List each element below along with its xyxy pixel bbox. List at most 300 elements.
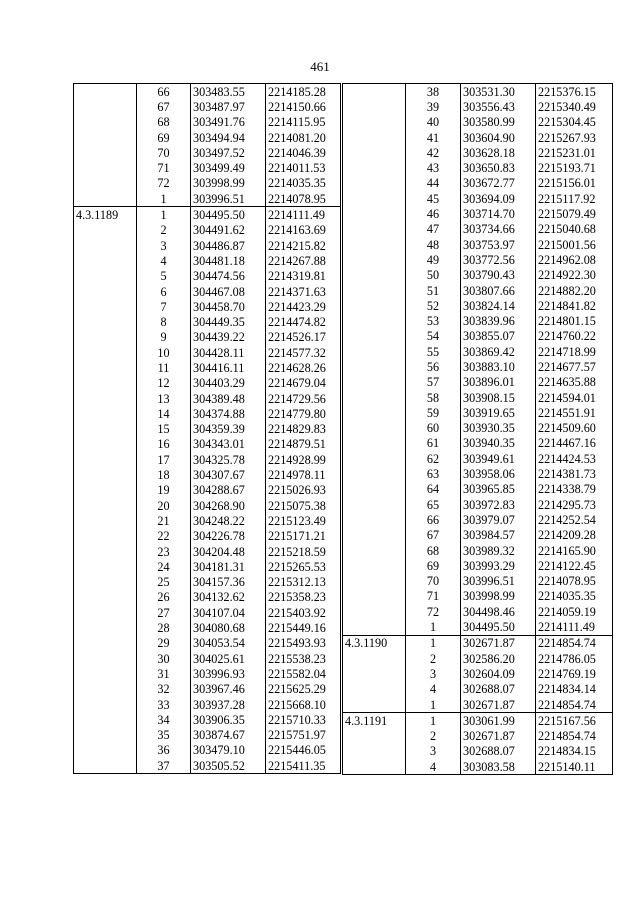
parcel-id-cell <box>343 222 406 237</box>
y-coordinate-cell: 2215312.13 <box>266 575 341 590</box>
y-coordinate-cell: 2215625.29 <box>266 682 341 697</box>
y-coordinate-cell: 2214252.54 <box>536 512 613 527</box>
y-coordinate-cell: 2215075.38 <box>266 498 341 513</box>
x-coordinate-cell: 302688.07 <box>461 744 536 759</box>
point-number-cell: 11 <box>137 360 191 375</box>
x-coordinate-cell: 304495.50 <box>191 207 266 223</box>
x-coordinate-cell: 303604.90 <box>461 130 536 145</box>
point-number-cell: 60 <box>406 421 461 436</box>
y-coordinate-cell: 2214854.74 <box>536 635 613 651</box>
x-coordinate-cell: 303979.07 <box>461 512 536 527</box>
parcel-id-cell <box>74 345 137 360</box>
x-coordinate-cell: 303772.56 <box>461 252 536 267</box>
table-row <box>343 390 613 405</box>
x-coordinate-cell: 303061.99 <box>461 713 536 729</box>
parcel-id-cell <box>343 451 406 466</box>
table-row <box>343 375 613 390</box>
parcel-id-cell <box>343 283 406 298</box>
point-number-cell: 2 <box>406 651 461 666</box>
parcel-id-cell <box>74 238 137 253</box>
y-coordinate-cell: 2214978.11 <box>266 467 341 482</box>
y-coordinate-cell: 2214295.73 <box>536 497 613 512</box>
table-row <box>343 130 613 145</box>
x-coordinate-cell: 303694.09 <box>461 191 536 206</box>
table-row <box>74 666 341 681</box>
x-coordinate-cell: 304458.70 <box>191 299 266 314</box>
x-coordinate-cell: 303839.96 <box>461 313 536 328</box>
point-number-cell: 35 <box>137 727 191 742</box>
parcel-id-cell <box>343 390 406 405</box>
y-coordinate-cell: 2215040.68 <box>536 222 613 237</box>
x-coordinate-cell: 304132.62 <box>191 590 266 605</box>
x-coordinate-cell: 304374.88 <box>191 406 266 421</box>
point-number-cell: 15 <box>137 422 191 437</box>
y-coordinate-cell: 2214163.69 <box>266 223 341 238</box>
y-coordinate-cell: 2214011.53 <box>266 160 341 175</box>
table-row <box>74 360 341 375</box>
point-number-cell: 46 <box>406 206 461 221</box>
table-row <box>74 697 341 712</box>
y-coordinate-cell: 2214718.99 <box>536 344 613 359</box>
y-coordinate-cell: 2214829.83 <box>266 422 341 437</box>
parcel-id-cell <box>343 728 406 743</box>
parcel-id-cell <box>74 467 137 482</box>
table-row <box>343 359 613 374</box>
point-number-cell: 29 <box>137 636 191 651</box>
point-number-cell: 34 <box>137 712 191 727</box>
point-number-cell: 40 <box>406 115 461 130</box>
table-row <box>343 344 613 359</box>
y-coordinate-cell: 2214111.49 <box>536 619 613 635</box>
parcel-id-cell <box>74 376 137 391</box>
parcel-id-cell <box>343 421 406 436</box>
point-number-cell: 47 <box>406 222 461 237</box>
table-row <box>343 744 613 759</box>
parcel-id-cell <box>74 544 137 559</box>
x-coordinate-cell: 302671.87 <box>461 635 536 651</box>
x-coordinate-cell: 304403.29 <box>191 376 266 391</box>
table-row <box>343 759 613 775</box>
y-coordinate-cell: 2214078.95 <box>266 191 341 207</box>
x-coordinate-cell: 304053.54 <box>191 636 266 651</box>
x-coordinate-cell: 304307.67 <box>191 467 266 482</box>
point-number-cell: 33 <box>137 697 191 712</box>
parcel-id-cell <box>74 498 137 513</box>
point-number-cell: 30 <box>137 651 191 666</box>
point-number-cell: 3 <box>406 666 461 681</box>
table-row <box>74 620 341 635</box>
table-row <box>343 682 613 697</box>
x-coordinate-cell: 302671.87 <box>461 697 536 713</box>
x-coordinate-cell: 304389.48 <box>191 391 266 406</box>
x-coordinate-cell: 303949.61 <box>461 451 536 466</box>
y-coordinate-cell: 2215710.33 <box>266 712 341 727</box>
coordinates-table-right-body <box>343 84 613 775</box>
point-number-cell: 67 <box>406 528 461 543</box>
x-coordinate-cell: 303996.51 <box>191 191 266 207</box>
table-row <box>74 727 341 742</box>
parcel-id-cell <box>343 206 406 221</box>
y-coordinate-cell: 2215493.93 <box>266 636 341 651</box>
table-row <box>74 130 341 145</box>
point-number-cell: 45 <box>406 191 461 206</box>
point-number-cell: 48 <box>406 237 461 252</box>
point-number-cell: 4 <box>406 682 461 697</box>
parcel-id-cell <box>343 191 406 206</box>
table-row <box>343 713 613 729</box>
point-number-cell: 24 <box>137 559 191 574</box>
parcel-id-cell <box>74 529 137 544</box>
table-row <box>74 452 341 467</box>
table-row <box>74 191 341 207</box>
point-number-cell: 16 <box>137 437 191 452</box>
parcel-id-cell <box>343 130 406 145</box>
parcel-id-cell <box>74 269 137 284</box>
point-number-cell: 4 <box>406 759 461 775</box>
point-number-cell: 1 <box>406 635 461 651</box>
parcel-id-cell <box>74 253 137 268</box>
y-coordinate-cell: 2215001.56 <box>536 237 613 252</box>
y-coordinate-cell: 2214526.17 <box>266 330 341 345</box>
table-row <box>343 298 613 313</box>
point-number-cell: 64 <box>406 482 461 497</box>
x-coordinate-cell: 303940.35 <box>461 436 536 451</box>
x-coordinate-cell: 303874.67 <box>191 727 266 742</box>
point-number-cell: 1 <box>137 207 191 223</box>
y-coordinate-cell: 2214841.82 <box>536 298 613 313</box>
x-coordinate-cell: 304343.01 <box>191 437 266 452</box>
point-number-cell: 67 <box>137 99 191 114</box>
y-coordinate-cell: 2214267.88 <box>266 253 341 268</box>
point-number-cell: 39 <box>406 99 461 114</box>
table-row <box>343 99 613 114</box>
table-row <box>343 482 613 497</box>
parcel-id-cell <box>343 604 406 619</box>
point-number-cell: 31 <box>137 666 191 681</box>
y-coordinate-cell: 2214594.01 <box>536 390 613 405</box>
y-coordinate-cell: 2215265.53 <box>266 559 341 574</box>
y-coordinate-cell: 2214474.82 <box>266 314 341 329</box>
parcel-id-cell <box>343 237 406 252</box>
point-number-cell: 55 <box>406 344 461 359</box>
point-number-cell: 4 <box>137 253 191 268</box>
x-coordinate-cell: 303930.35 <box>461 421 536 436</box>
table-row <box>74 284 341 299</box>
table-row <box>74 84 341 100</box>
point-number-cell: 62 <box>406 451 461 466</box>
table-row <box>74 651 341 666</box>
table-row <box>74 544 341 559</box>
parcel-id-cell <box>74 575 137 590</box>
y-coordinate-cell: 2215123.49 <box>266 513 341 528</box>
parcel-id-cell <box>343 558 406 573</box>
x-coordinate-cell: 303996.93 <box>191 666 266 681</box>
point-number-cell: 3 <box>406 744 461 759</box>
y-coordinate-cell: 2215218.59 <box>266 544 341 559</box>
table-row <box>343 206 613 221</box>
x-coordinate-cell: 303479.10 <box>191 743 266 758</box>
x-coordinate-cell: 304491.62 <box>191 223 266 238</box>
point-number-cell: 14 <box>137 406 191 421</box>
parcel-id-cell <box>343 176 406 191</box>
table-row <box>74 559 341 574</box>
x-coordinate-cell: 302671.87 <box>461 728 536 743</box>
table-row <box>74 483 341 498</box>
y-coordinate-cell: 2214338.79 <box>536 482 613 497</box>
parcel-id-cell <box>343 359 406 374</box>
x-coordinate-cell: 303083.58 <box>461 759 536 775</box>
parcel-id-cell <box>74 437 137 452</box>
y-coordinate-cell: 2215304.45 <box>536 115 613 130</box>
table-row <box>74 223 341 238</box>
y-coordinate-cell: 2214879.51 <box>266 437 341 452</box>
table-row <box>74 467 341 482</box>
table-row <box>74 437 341 452</box>
parcel-id-cell <box>74 483 137 498</box>
point-number-cell: 44 <box>406 176 461 191</box>
table-row <box>74 758 341 774</box>
point-number-cell: 57 <box>406 375 461 390</box>
y-coordinate-cell: 2214628.26 <box>266 360 341 375</box>
point-number-cell: 43 <box>406 160 461 175</box>
parcel-id-cell <box>74 176 137 191</box>
y-coordinate-cell: 2214165.90 <box>536 543 613 558</box>
table-row <box>74 712 341 727</box>
parcel-id-cell: 4.3.1191 <box>343 713 406 729</box>
table-row <box>343 176 613 191</box>
table-row <box>343 728 613 743</box>
x-coordinate-cell: 303972.83 <box>461 497 536 512</box>
parcel-id-cell <box>74 452 137 467</box>
x-coordinate-cell: 304474.56 <box>191 269 266 284</box>
table-row <box>74 636 341 651</box>
table-row <box>74 176 341 191</box>
x-coordinate-cell: 304204.48 <box>191 544 266 559</box>
y-coordinate-cell: 2215403.92 <box>266 605 341 620</box>
y-coordinate-cell: 2214922.30 <box>536 268 613 283</box>
x-coordinate-cell: 303494.94 <box>191 130 266 145</box>
parcel-id-cell <box>343 436 406 451</box>
table-row <box>74 238 341 253</box>
point-number-cell: 17 <box>137 452 191 467</box>
point-number-cell: 2 <box>406 728 461 743</box>
parcel-id-cell <box>74 651 137 666</box>
table-row <box>74 682 341 697</box>
y-coordinate-cell: 2214729.56 <box>266 391 341 406</box>
parcel-id-cell <box>74 636 137 651</box>
x-coordinate-cell: 303908.15 <box>461 390 536 405</box>
y-coordinate-cell: 2214854.74 <box>536 697 613 713</box>
parcel-id-cell <box>343 682 406 697</box>
x-coordinate-cell: 303906.35 <box>191 712 266 727</box>
table-row <box>74 406 341 421</box>
table-row <box>343 651 613 666</box>
x-coordinate-cell: 304481.18 <box>191 253 266 268</box>
point-number-cell: 70 <box>406 574 461 589</box>
y-coordinate-cell: 2214635.88 <box>536 375 613 390</box>
point-number-cell: 69 <box>406 558 461 573</box>
x-coordinate-cell: 302604.09 <box>461 666 536 681</box>
parcel-id-cell <box>343 497 406 512</box>
parcel-id-cell <box>74 223 137 238</box>
x-coordinate-cell: 303497.52 <box>191 145 266 160</box>
table-row <box>343 421 613 436</box>
y-coordinate-cell: 2214786.05 <box>536 651 613 666</box>
x-coordinate-cell: 304416.11 <box>191 360 266 375</box>
table-row <box>343 604 613 619</box>
y-coordinate-cell: 2215668.10 <box>266 697 341 712</box>
parcel-id-cell <box>74 360 137 375</box>
parcel-id-cell <box>74 130 137 145</box>
coordinates-table-right <box>342 83 613 775</box>
y-coordinate-cell: 2214150.66 <box>266 99 341 114</box>
x-coordinate-cell: 304359.39 <box>191 422 266 437</box>
parcel-id-cell <box>74 284 137 299</box>
point-number-cell: 71 <box>406 589 461 604</box>
table-row <box>343 635 613 651</box>
point-number-cell: 21 <box>137 513 191 528</box>
y-coordinate-cell: 2214371.63 <box>266 284 341 299</box>
point-number-cell: 8 <box>137 314 191 329</box>
parcel-id-cell <box>343 115 406 130</box>
y-coordinate-cell: 2214111.49 <box>266 207 341 223</box>
point-number-cell: 1 <box>406 619 461 635</box>
table-row <box>74 299 341 314</box>
y-coordinate-cell: 2214081.20 <box>266 130 341 145</box>
x-coordinate-cell: 303499.49 <box>191 160 266 175</box>
page-number: 461 <box>310 59 330 74</box>
x-coordinate-cell: 304495.50 <box>461 619 536 635</box>
parcel-id-cell <box>74 145 137 160</box>
table-row <box>74 529 341 544</box>
table-row <box>343 145 613 160</box>
y-coordinate-cell: 2214185.28 <box>266 84 341 100</box>
parcel-id-cell <box>74 605 137 620</box>
point-number-cell: 52 <box>406 298 461 313</box>
y-coordinate-cell: 2215156.01 <box>536 176 613 191</box>
table-row <box>74 513 341 528</box>
x-coordinate-cell: 303958.06 <box>461 466 536 481</box>
y-coordinate-cell: 2214679.04 <box>266 376 341 391</box>
y-coordinate-cell: 2214381.73 <box>536 466 613 481</box>
x-coordinate-cell: 304467.08 <box>191 284 266 299</box>
x-coordinate-cell: 303883.10 <box>461 359 536 374</box>
x-coordinate-cell: 303824.14 <box>461 298 536 313</box>
y-coordinate-cell: 2215140.11 <box>536 759 613 775</box>
table-row <box>343 160 613 175</box>
parcel-id-cell <box>74 99 137 114</box>
parcel-id-cell <box>74 391 137 406</box>
x-coordinate-cell: 303790.43 <box>461 268 536 283</box>
table-row <box>74 99 341 114</box>
point-number-cell: 65 <box>406 497 461 512</box>
x-coordinate-cell: 303650.83 <box>461 160 536 175</box>
y-coordinate-cell: 2214854.74 <box>536 728 613 743</box>
x-coordinate-cell: 303714.70 <box>461 206 536 221</box>
x-coordinate-cell: 304325.78 <box>191 452 266 467</box>
y-coordinate-cell: 2214046.39 <box>266 145 341 160</box>
y-coordinate-cell: 2215167.56 <box>536 713 613 729</box>
parcel-id-cell <box>343 160 406 175</box>
table-row <box>74 145 341 160</box>
parcel-id-cell <box>343 252 406 267</box>
point-number-cell: 41 <box>406 130 461 145</box>
y-coordinate-cell: 2214078.95 <box>536 574 613 589</box>
point-number-cell: 68 <box>406 543 461 558</box>
x-coordinate-cell: 303487.97 <box>191 99 266 114</box>
table-row <box>74 422 341 437</box>
x-coordinate-cell: 303628.18 <box>461 145 536 160</box>
y-coordinate-cell: 2214215.82 <box>266 238 341 253</box>
parcel-id-cell <box>74 559 137 574</box>
y-coordinate-cell: 2214577.32 <box>266 345 341 360</box>
parcel-id-cell <box>343 329 406 344</box>
point-number-cell: 2 <box>137 223 191 238</box>
x-coordinate-cell: 304486.87 <box>191 238 266 253</box>
parcel-id-cell <box>343 574 406 589</box>
table-row <box>343 543 613 558</box>
point-number-cell: 54 <box>406 329 461 344</box>
point-number-cell: 63 <box>406 466 461 481</box>
parcel-id-cell <box>74 422 137 437</box>
point-number-cell: 10 <box>137 345 191 360</box>
y-coordinate-cell: 2214122.45 <box>536 558 613 573</box>
parcel-id-cell <box>343 298 406 313</box>
table-row <box>74 160 341 175</box>
y-coordinate-cell: 2214962.08 <box>536 252 613 267</box>
parcel-id-cell <box>343 512 406 527</box>
parcel-id-cell <box>74 712 137 727</box>
y-coordinate-cell: 2215358.23 <box>266 590 341 605</box>
x-coordinate-cell: 303672.77 <box>461 176 536 191</box>
point-number-cell: 36 <box>137 743 191 758</box>
y-coordinate-cell: 2214769.19 <box>536 666 613 681</box>
x-coordinate-cell: 303896.01 <box>461 375 536 390</box>
table-row <box>74 115 341 130</box>
point-number-cell: 50 <box>406 268 461 283</box>
x-coordinate-cell: 302586.20 <box>461 651 536 666</box>
x-coordinate-cell: 303984.57 <box>461 528 536 543</box>
point-number-cell: 1 <box>137 191 191 207</box>
y-coordinate-cell: 2215582.04 <box>266 666 341 681</box>
table-row <box>343 512 613 527</box>
point-number-cell: 1 <box>406 713 461 729</box>
point-number-cell: 26 <box>137 590 191 605</box>
parcel-id-cell <box>74 513 137 528</box>
coordinates-table-left-body <box>74 84 341 774</box>
table-row <box>343 252 613 267</box>
table-row <box>343 619 613 635</box>
x-coordinate-cell: 304449.35 <box>191 314 266 329</box>
point-number-cell: 72 <box>137 176 191 191</box>
y-coordinate-cell: 2215267.93 <box>536 130 613 145</box>
table-row <box>343 329 613 344</box>
x-coordinate-cell: 303753.97 <box>461 237 536 252</box>
x-coordinate-cell: 303483.55 <box>191 84 266 100</box>
y-coordinate-cell: 2214423.29 <box>266 299 341 314</box>
table-row <box>74 330 341 345</box>
table-row <box>74 590 341 605</box>
y-coordinate-cell: 2214834.15 <box>536 744 613 759</box>
parcel-id-cell <box>74 406 137 421</box>
point-number-cell: 72 <box>406 604 461 619</box>
point-number-cell: 9 <box>137 330 191 345</box>
parcel-id-cell <box>74 666 137 681</box>
parcel-id-cell <box>74 590 137 605</box>
x-coordinate-cell: 304181.31 <box>191 559 266 574</box>
point-number-cell: 22 <box>137 529 191 544</box>
parcel-id-cell <box>74 758 137 774</box>
